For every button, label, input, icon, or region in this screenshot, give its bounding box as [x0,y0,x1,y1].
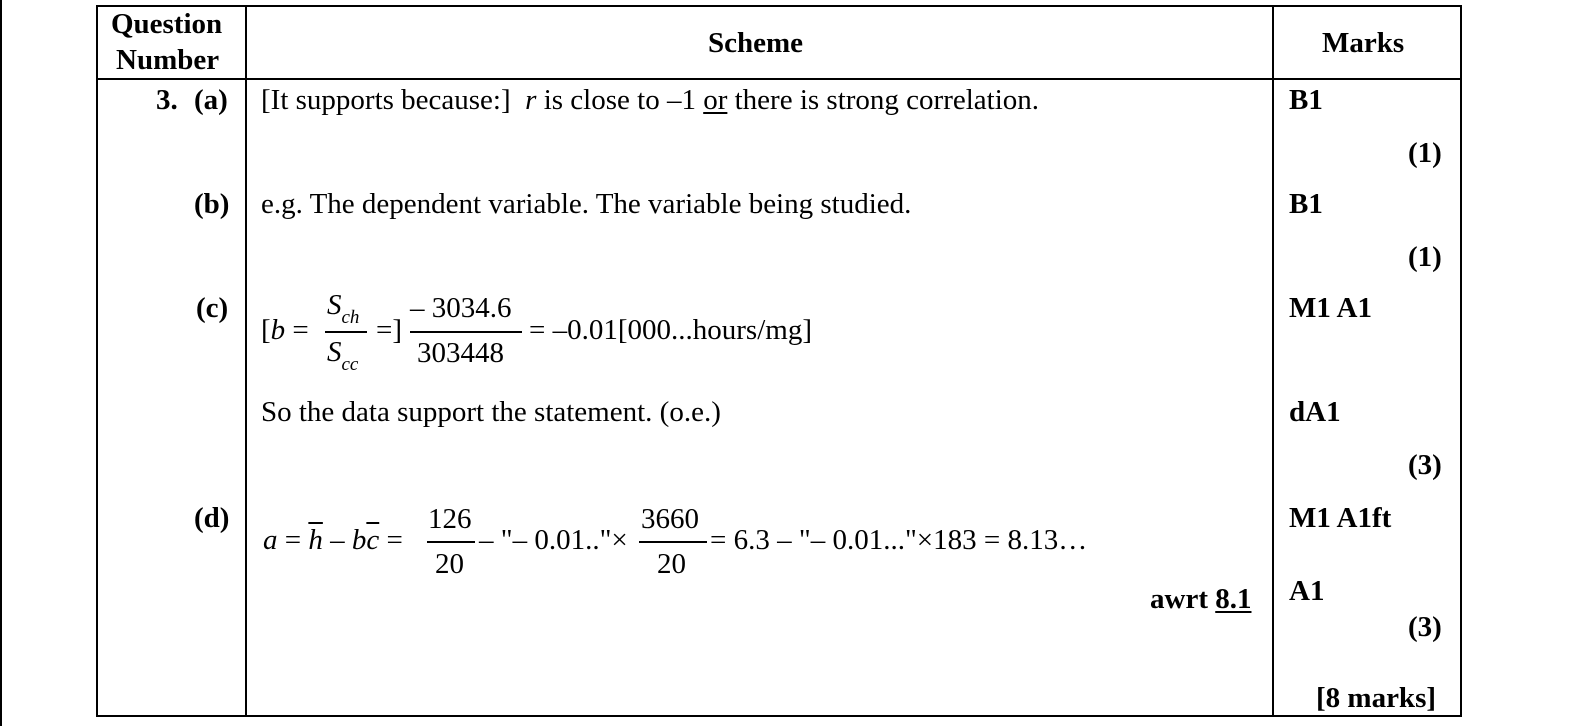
part-a-label: (a) [194,84,228,116]
h-n-denominator: 20 [435,548,464,580]
variable-a: a [263,524,278,556]
variable-b: b [270,314,286,346]
part-d-label: (d) [194,502,230,534]
scc-value-denominator: 303448 [417,337,504,369]
awrt-label: awrt [1150,583,1208,615]
part-b-scheme-text: e.g. The dependent variable. The variable being studied. [261,188,912,220]
table-right-border [1460,5,1462,717]
part-b-label: (b) [194,188,230,220]
h-mean-fraction-bar [427,541,475,543]
grand-total-marks: [8 marks] [1316,682,1437,714]
variable-b: b [351,524,367,556]
part-a-total: (1) [1408,137,1442,169]
intercept-formula: $a = \overline{h} - b\overline{c}$ = [263,524,403,556]
awrt-statement [1150,585,1251,614]
s-fraction-bar [325,331,367,333]
table-bottom-border [96,715,1462,717]
part-c-close-bracket: =] [376,314,403,346]
variable-h-bar: $\overline{h}$ [308,524,323,556]
c-n-denominator: 20 [657,548,686,580]
part-b-total: (1) [1408,241,1442,273]
s-cc-denominator: $S_{cc}$ [327,336,359,375]
part-a-prefix: [It supports because:] [261,84,511,116]
part-a-middle: is close to –1 [536,84,704,116]
sch-value-numerator: – 3034.6 [410,292,512,324]
part-a-scheme-text [261,86,1039,115]
question-number: 3. [156,84,178,116]
part-a-suffix: there is strong correlation. [727,84,1040,116]
table-left-border [96,5,98,717]
s-cc-subscript: cc [341,354,359,375]
part-c-label: (c) [196,292,229,324]
header-bottom-border [96,78,1462,80]
intercept-result: = 6.3 – "– 0.01..."×183 = 8.13… [710,524,1088,556]
awrt-value: 8.1 [1215,583,1252,615]
part-c-total: (3) [1408,449,1442,481]
part-a-mark: B1 [1289,84,1323,116]
part-c-mark1: M1 A1 [1289,292,1372,324]
s-ch-subscript: ch [341,307,360,328]
header-marks: Marks [1322,27,1405,59]
header-scheme: Scheme [708,27,804,59]
variable-r: r [525,84,537,116]
underlined-or: or [703,84,728,116]
variable-c-bar: $\overline{c}$ [366,524,380,556]
value-fraction-bar [410,331,522,333]
part-d-total: (3) [1408,611,1442,643]
left-page-edge [0,0,2,726]
part-d-mark1: M1 A1ft [1289,502,1392,534]
s-ch-numerator: $S_{ch}$ [327,289,360,328]
part-b-mark: B1 [1289,188,1323,220]
c-mean-fraction-bar [639,541,707,543]
part-c-conclusion: So the data support the statement. (o.e.) [261,396,721,428]
h-sum-numerator: 126 [428,503,472,535]
gradient-result: = –0.01[000...hours/mg] [529,314,812,346]
gradient-substitution: – "– 0.01.."× [479,524,628,556]
question-column-divider [245,5,247,717]
table-top-border [96,5,1462,7]
part-c-mark2: dA1 [1289,396,1341,428]
c-sum-numerator: 3660 [641,503,699,535]
header-question-line2: Number [116,44,220,76]
part-d-mark2: A1 [1289,575,1325,607]
part-c-open-bracket: [b = [261,314,309,346]
marks-column-divider [1272,5,1274,717]
header-question-line1: Question [111,8,223,40]
